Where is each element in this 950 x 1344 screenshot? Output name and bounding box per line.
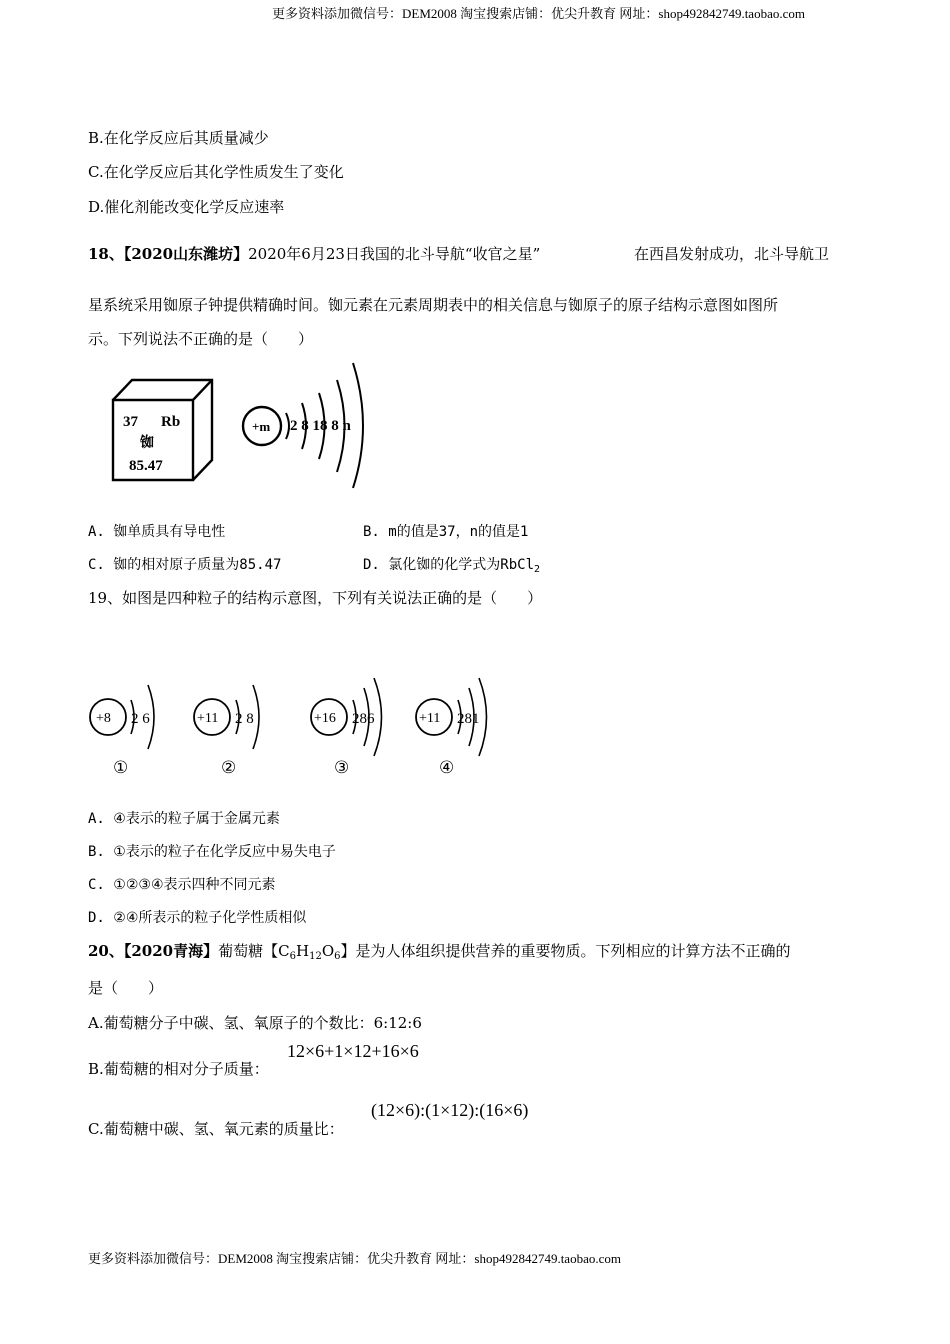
q20-stem-line2: 是（ ）	[88, 979, 164, 997]
particle-2	[194, 685, 259, 777]
q18-option-d	[363, 554, 540, 574]
q20-sub-h: 12	[309, 951, 322, 962]
q19-option-c: C. ①②③④表示四种不同元素	[88, 877, 276, 893]
q19-option-b: B. ①表示的粒子在化学反应中易失电子	[88, 844, 336, 860]
q20-sub-c: 6	[289, 951, 296, 962]
atomic-mass: 85.47	[129, 458, 163, 474]
particle-3-label: ③	[334, 758, 350, 777]
q20-option-c: C.葡萄糖中碳、氢、氧元素的质量比：	[88, 1120, 344, 1138]
element-name: 铷	[140, 436, 154, 451]
q18-source: 【2020山东潍坊】	[123, 245, 249, 263]
particle-2-shells: 2 8	[235, 711, 254, 727]
particle-1-nucleus: +8	[96, 711, 111, 726]
q18-stem-part1: 2020年6月23日我国的北斗导航“收官之星”	[248, 245, 541, 263]
q18-stem-line3: 示。下列说法不正确的是（ ）	[88, 330, 314, 348]
q20-stem-line1	[88, 940, 791, 961]
q18-option-b: B. m的值是37，n的值是1	[363, 524, 529, 540]
q20-formula-c: (12×6):(1×12):(16×6)	[371, 1100, 529, 1120]
q20-option-b: B.葡萄糖的相对分子质量：	[88, 1060, 269, 1078]
q20-o: O	[321, 942, 335, 960]
particle-2-nucleus: +11	[197, 711, 219, 726]
particle-4-nucleus: +11	[419, 711, 441, 726]
page-header: 更多资料添加微信号：DEM2008 淘宝搜索店铺：优尖升教育 网址：shop492842749.taobao.com	[272, 6, 805, 21]
q17-option-b: B.在化学反应后其质量减少	[88, 129, 269, 147]
element-symbol: Rb	[161, 414, 181, 430]
q20-number: 20、	[88, 942, 124, 960]
q20-source: 【2020青海】	[123, 942, 219, 960]
atomic-number: 37	[123, 414, 138, 430]
q18-option-d-subscript: 2	[534, 564, 541, 575]
q19-option-a: A. ④表示的粒子属于金属元素	[88, 811, 280, 827]
q20-formula-b: 12×6+1×12+16×6	[287, 1041, 419, 1061]
q20-stem-post: 】是为人体组织提供营养的重要物质。下列相应的计算方法不正确的	[340, 942, 791, 960]
particle-3	[311, 678, 382, 777]
q19-stem: 19、如图是四种粒子的结构示意图，下列有关说法正确的是（ ）	[88, 589, 543, 607]
q18-stem-line1	[88, 243, 540, 264]
q18-option-c: C. 铷的相对原子质量为85.47	[88, 557, 282, 573]
particle-3-shells: 286	[352, 711, 375, 727]
particle-2-label: ②	[221, 758, 237, 777]
shell-electron-counts: 2 8 18 8 n	[290, 418, 351, 434]
q20-h: H	[295, 942, 310, 960]
q19-option-d: D. ②④所表示的粒子化学性质相似	[88, 910, 307, 926]
q20-stem-pre: 葡萄糖【C	[218, 942, 290, 960]
q17-option-d: D.催化剂能改变化学反应速率	[88, 198, 285, 216]
q18-stem-part2: 在西昌发射成功，北斗导航卫	[634, 245, 830, 263]
nucleus-charge: +m	[252, 419, 271, 434]
particle-4-shells: 281	[457, 711, 480, 727]
q18-option-a: A. 铷单质具有导电性	[88, 524, 226, 540]
particle-4-label: ④	[439, 758, 455, 777]
q20-sub-o: 6	[334, 951, 341, 962]
q18-option-d-text: D. 氯化铷的化学式为RbCl	[363, 557, 535, 573]
q18-number: 18、	[88, 245, 124, 263]
page-footer: 更多资料添加微信号：DEM2008 淘宝搜索店铺：优尖升教育 网址：shop492842749.taobao.com	[88, 1251, 621, 1266]
q17-option-c: C.在化学反应后其化学性质发生了变化	[88, 163, 344, 181]
particle-1	[90, 685, 154, 777]
particle-1-label: ①	[113, 758, 129, 777]
q18-stem-line2: 星系统采用铷原子钟提供精确时间。铷元素在元素周期表中的相关信息与铷原子的原子结构示意图如图所	[88, 296, 779, 314]
q20-option-a: A.葡萄糖分子中碳、氢、氧原子的个数比：6:12:6	[88, 1014, 422, 1032]
particle-4	[416, 678, 487, 777]
particle-1-shells: 2 6	[131, 711, 150, 727]
q18-figure	[85, 358, 385, 498]
q19-figure	[85, 670, 505, 785]
particle-3-nucleus: +16	[314, 711, 336, 726]
